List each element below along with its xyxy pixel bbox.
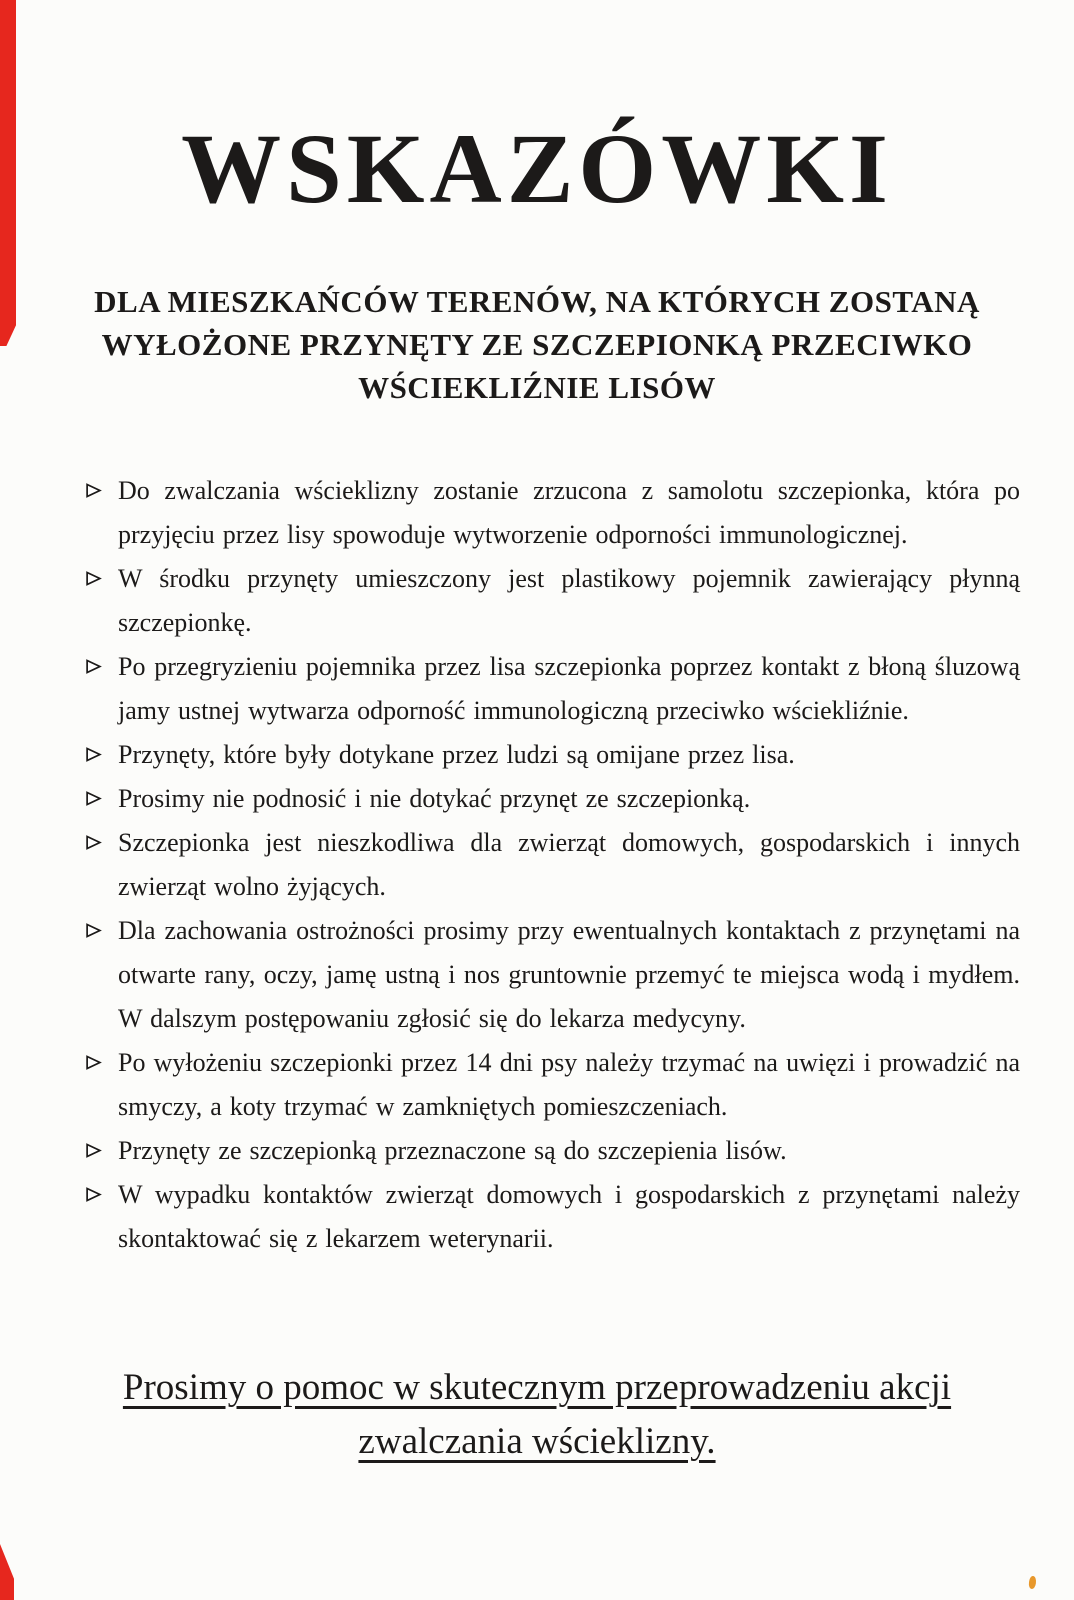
guideline-text: Szczepionka jest nieszkodliwa dla zwierząt domowych, gospodarskich i innych zwierząt wolno żyjących. — [118, 828, 1020, 901]
arrowhead-right-icon — [85, 570, 102, 587]
arrowhead-right-icon — [85, 790, 102, 807]
guideline-text: Prosimy nie podnosić i nie dotykać przynęt ze szczepionką. — [118, 784, 751, 813]
guidelines-list — [85, 469, 1020, 1261]
arrowhead-right-icon — [85, 1054, 102, 1071]
arrowhead-right-icon — [85, 922, 102, 939]
guideline-text: Przynęty, które były dotykane przez ludzi są omijane przez lisa. — [118, 740, 795, 769]
subtitle-line: WYŁOŻONE PRZYNĘTY ZE SZCZEPIONKĄ PRZECIWKO — [101, 327, 973, 362]
guideline-item — [85, 733, 1020, 777]
subtitle-line: DLA MIESZKAŃCÓW TERENÓW, NA KTÓRYCH ZOSTANĄ — [94, 284, 980, 319]
guideline-text: Po przegryzieniu pojemnika przez lisa szczepionka poprzez kontakt z błoną śluzową jamy ustnej wytwarza odporność immunologiczną przeciwko wściekliźnie. — [118, 652, 1020, 725]
closing-appeal-line: zwalczania wścieklizny. — [358, 1421, 716, 1462]
guideline-text: Przynęty ze szczepionką przeznaczone są do szczepienia lisów. — [118, 1136, 787, 1165]
guideline-text: Do zwalczania wścieklizny zostanie zrzucona z samolotu szczepionka, która po przyjęciu przez lisy spowoduje wytworzenie odporności immunologicznej. — [118, 476, 1020, 549]
page-subtitle — [0, 280, 1074, 409]
guideline-text: Dla zachowania ostrożności prosimy przy ewentualnych kontaktach z przynętami na otwarte rany, oczy, jamę ustną i nos gruntownie przemyć te miejsca wodą i mydłem. W dalszym postępowaniu zgłosić się do lekarza medycyny. — [118, 916, 1020, 1033]
arrowhead-right-icon — [85, 482, 102, 499]
guideline-item — [85, 557, 1020, 645]
arrowhead-right-icon — [85, 1186, 102, 1203]
closing-appeal-line: Prosimy o pomoc w skutecznym przeprowadzeniu akcji — [122, 1367, 952, 1408]
subtitle-line: WŚCIEKLIŹNIE LISÓW — [358, 370, 716, 405]
arrowhead-right-icon — [85, 1142, 102, 1159]
closing-appeal — [0, 1361, 1074, 1469]
guideline-text: W środku przynęty umieszczony jest plastikowy pojemnik zawierający płynną szczepionkę. — [118, 564, 1020, 637]
guideline-text: W wypadku kontaktów zwierząt domowych i gospodarskich z przynętami należy skontaktować się z lekarzem weterynarii. — [118, 1180, 1020, 1253]
page-title: WSKAZÓWKI — [181, 113, 893, 224]
guideline-item — [85, 777, 1020, 821]
arrowhead-right-icon — [85, 658, 102, 675]
guideline-item — [85, 1173, 1020, 1261]
arrowhead-right-icon — [85, 746, 102, 763]
guideline-item — [85, 469, 1020, 557]
scan-red-edge-mark-bottom-left — [0, 1544, 14, 1600]
guideline-item — [85, 1129, 1020, 1173]
guideline-item — [85, 645, 1020, 733]
guideline-item — [85, 821, 1020, 909]
scan-red-edge-mark-top-left — [0, 0, 16, 346]
scan-ink-speck-bottom-right — [1028, 1576, 1037, 1590]
guideline-item — [85, 909, 1020, 1041]
arrowhead-right-icon — [85, 834, 102, 851]
guideline-text: Po wyłożeniu szczepionki przez 14 dni psy należy trzymać na uwięzi i prowadzić na smyczy, a koty trzymać w zamkniętych pomieszczeniach. — [118, 1048, 1020, 1121]
guideline-item — [85, 1041, 1020, 1129]
